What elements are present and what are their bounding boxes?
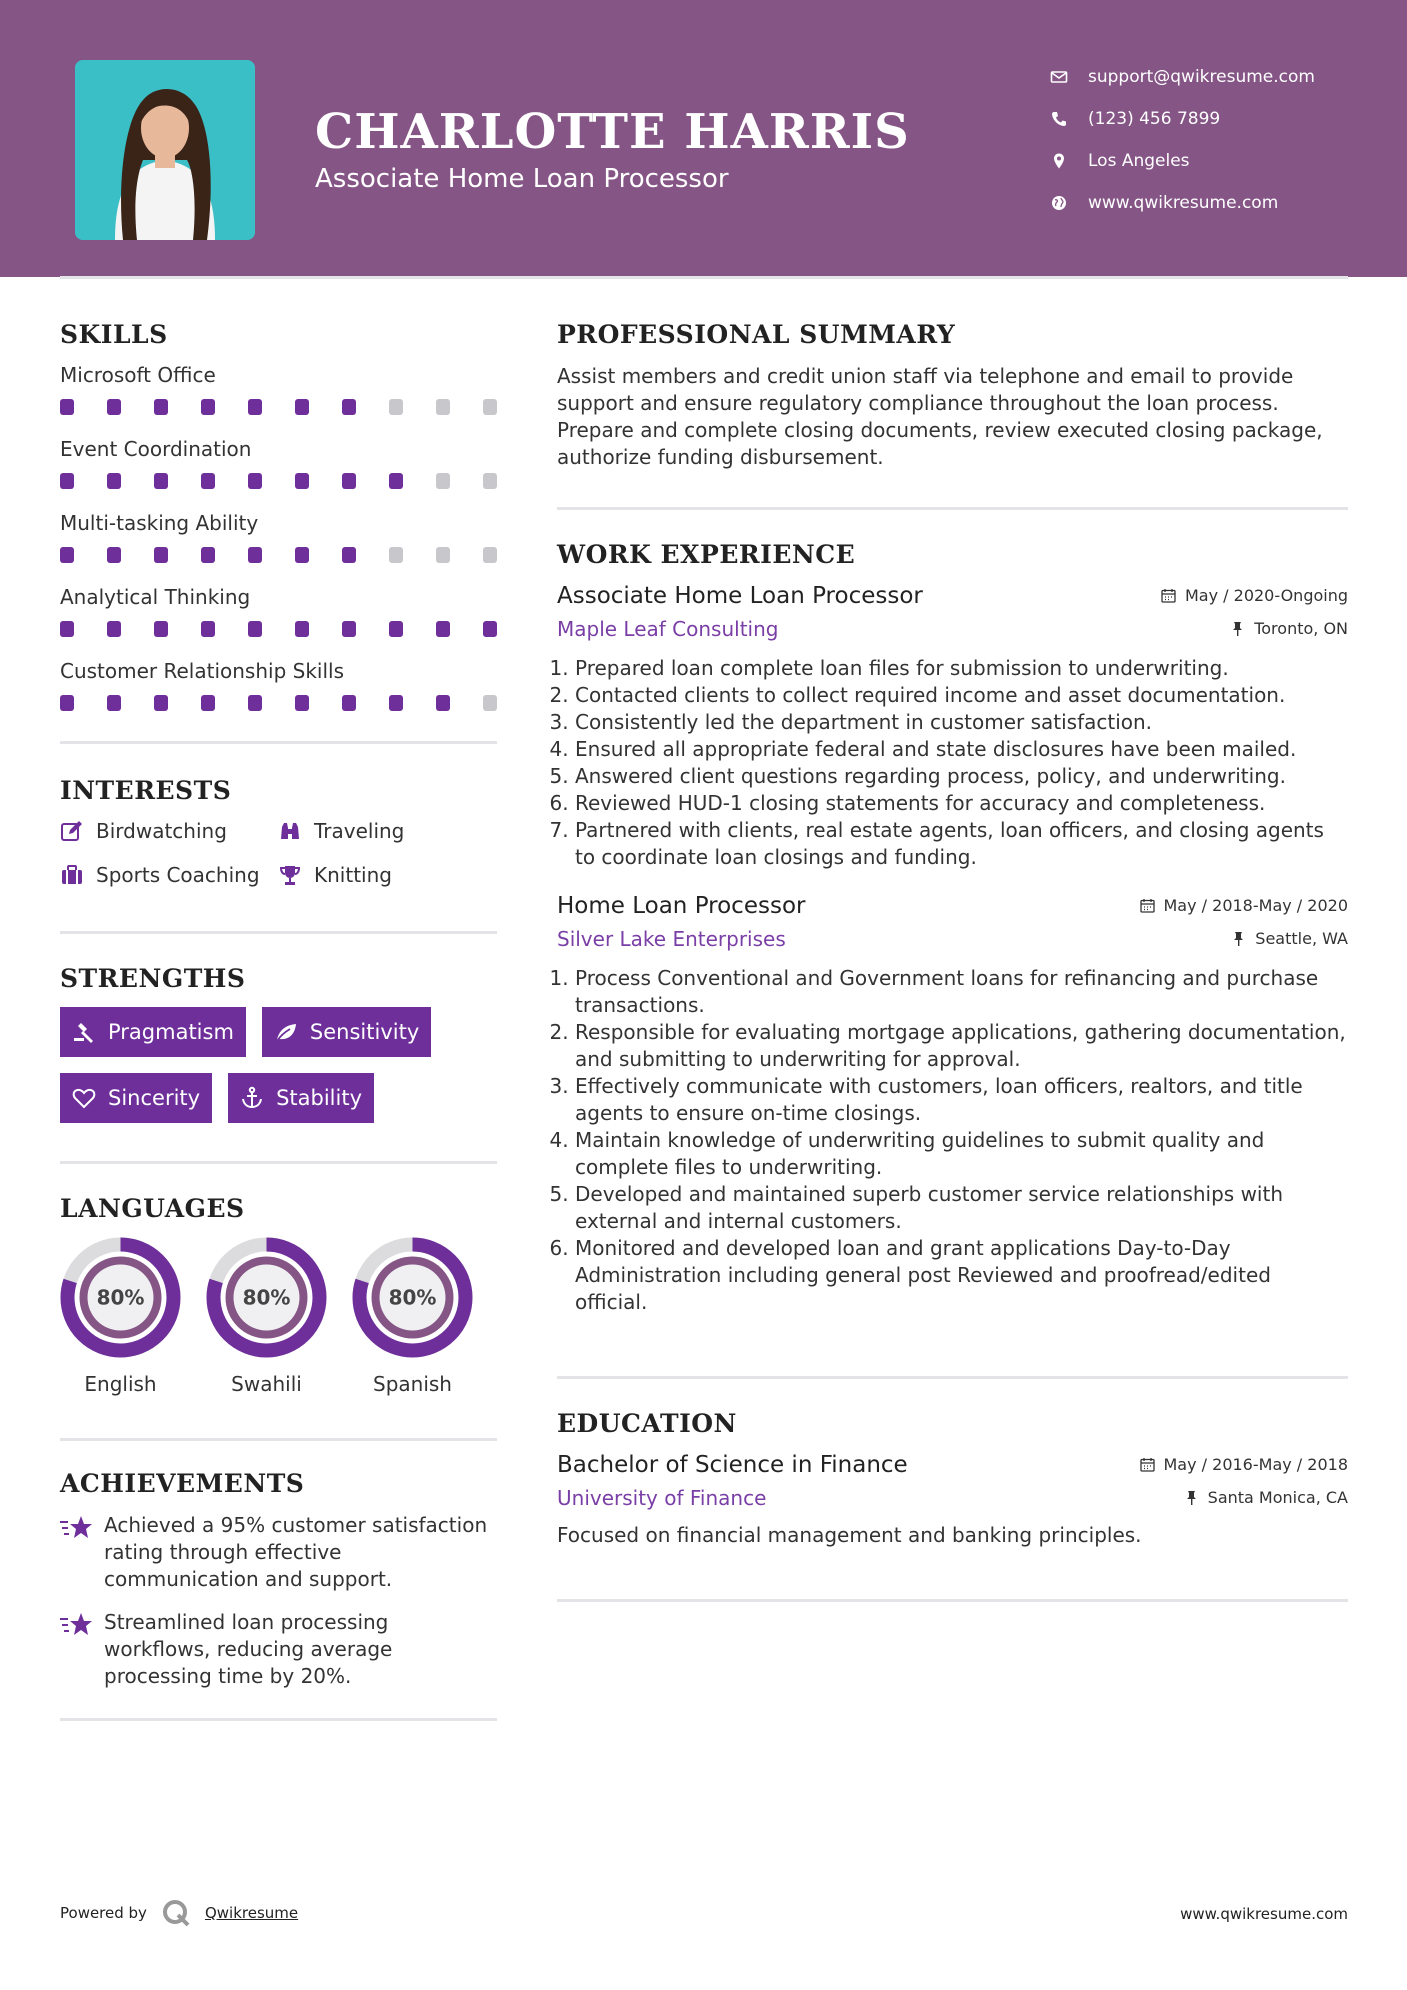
duty-item: 4. Maintain knowledge of underwriting guidelines to submit quality and complete files to underwriting. — [575, 1127, 1348, 1181]
company-name: Silver Lake Enterprises — [557, 927, 786, 951]
experience-title: WORK EXPERIENCE — [557, 540, 856, 569]
skill-item — [60, 437, 497, 489]
rating-dot-filled — [107, 473, 121, 489]
rating-dot-filled — [295, 547, 309, 563]
strengths-list — [60, 1007, 497, 1123]
job-title: Home Loan Processor — [557, 893, 806, 919]
language-progress-ring — [352, 1237, 473, 1358]
language-name: English — [84, 1372, 157, 1396]
strength-label: Sincerity — [108, 1086, 201, 1110]
rating-dot-filled — [60, 695, 74, 711]
section-divider — [557, 507, 1348, 510]
pushpin-icon — [1184, 1490, 1199, 1505]
rating-dot-filled — [248, 399, 262, 415]
job-entry — [557, 893, 1348, 1316]
rating-dot-empty — [436, 547, 450, 563]
interests-section — [60, 776, 497, 887]
job-location-text: Toronto, ON — [1254, 619, 1348, 638]
right-column — [557, 320, 1348, 1602]
rating-dot-filled — [60, 621, 74, 637]
rating-dot-filled — [201, 399, 215, 415]
job-subheader — [557, 617, 1348, 641]
strength-tag — [262, 1007, 431, 1057]
rating-dot-filled — [60, 547, 74, 563]
skill-item — [60, 585, 497, 637]
achievement-item — [60, 1609, 497, 1690]
location-text: Los Angeles — [1088, 151, 1190, 171]
rating-dot-filled — [342, 621, 356, 637]
rating-dot-empty — [389, 399, 403, 415]
strength-tag — [60, 1007, 246, 1057]
edit-icon — [60, 819, 84, 843]
duty-item: 1. Process Conventional and Government loans for refinancing and purchase transactions. — [575, 965, 1348, 1019]
section-divider — [60, 741, 497, 744]
job-date-text: May / 2018-May / 2020 — [1163, 896, 1348, 915]
duty-item: 5. Developed and maintained superb customer service relationships with external and internal customers. — [575, 1181, 1348, 1235]
calendar-icon — [1161, 588, 1176, 603]
rating-dot-filled — [389, 473, 403, 489]
language-percent: 80% — [96, 1285, 145, 1310]
footer-website[interactable]: www.qwikresume.com — [1180, 1905, 1348, 1923]
star-icon — [60, 1514, 94, 1542]
gavel-icon — [72, 1020, 96, 1044]
duty-item: 6. Reviewed HUD-1 closing statements for accuracy and completeness. — [575, 790, 1348, 817]
strengths-title: STRENGTHS — [60, 964, 246, 993]
language-progress-ring — [60, 1237, 181, 1358]
rating-dot-filled — [60, 473, 74, 489]
education-description: Focused on financial management and banking principles. — [557, 1523, 1142, 1547]
section-divider — [60, 931, 497, 934]
company-name: Maple Leaf Consulting — [557, 617, 779, 641]
rating-dot-filled — [201, 473, 215, 489]
rating-dot-empty — [483, 547, 497, 563]
strength-label: Sensitivity — [309, 1020, 420, 1044]
rating-dot-filled — [389, 621, 403, 637]
job-location-text: Seattle, WA — [1255, 929, 1348, 948]
interests-title: INTERESTS — [60, 776, 232, 805]
rating-dot-filled — [154, 473, 168, 489]
rating-dot-filled — [248, 473, 262, 489]
duty-item: 2. Responsible for evaluating mortgage applications, gathering documentation, and submitting to underwriting for approval. — [575, 1019, 1348, 1073]
leaf-icon — [274, 1020, 298, 1044]
suitcase-icon — [60, 863, 84, 887]
trophy-icon — [278, 863, 302, 887]
strength-tag — [60, 1073, 212, 1123]
duty-item: 2. Contacted clients to collect required income and asset documentation. — [575, 682, 1348, 709]
achievement-text: Streamlined loan processing workflows, reducing average processing time by 20%. — [104, 1610, 393, 1688]
email-text: support@qwikresume.com — [1088, 67, 1315, 87]
rating-dot-filled — [107, 399, 121, 415]
achievements-title: ACHIEVEMENTS — [60, 1469, 305, 1498]
skill-name: Microsoft Office — [60, 363, 216, 387]
phone-text: (123) 456 7899 — [1088, 109, 1221, 129]
job-title: Associate Home Loan Processor — [557, 583, 923, 609]
rating-dot-filled — [60, 399, 74, 415]
summary-title: PROFESSIONAL SUMMARY — [557, 320, 956, 349]
achievement-item — [60, 1512, 497, 1593]
rating-dot-empty — [483, 695, 497, 711]
language-name: Spanish — [373, 1372, 452, 1396]
job-duties — [557, 965, 1348, 1316]
contact-phone[interactable] — [1050, 98, 1315, 140]
skills-section — [60, 320, 497, 711]
rating-dot-filled — [248, 547, 262, 563]
calendar-icon — [1140, 1457, 1155, 1472]
duty-item: 7. Partnered with clients, real estate agents, loan officers, and closing agents to coordinate loan closings and funding. — [575, 817, 1348, 871]
duty-item: 3. Effectively communicate with customers, loan officers, realtors, and title agents to ensure on-time closings. — [575, 1073, 1348, 1127]
strengths-section — [60, 964, 497, 1123]
resume-header — [0, 0, 1407, 277]
qwikresume-logo-icon — [161, 1898, 191, 1928]
job-duties — [557, 655, 1348, 871]
rating-dot-filled — [295, 399, 309, 415]
section-divider — [557, 1599, 1348, 1602]
interests-list — [60, 819, 497, 887]
summary-text: Assist members and credit union staff via telephone and email to provide support and ensure regulatory compliance throughout the loan process. Prepare and complete closing documents, review executed closing package, authorize funding disbursement. — [557, 364, 1323, 469]
job-date-text: May / 2020-Ongoing — [1185, 586, 1348, 605]
skill-name: Customer Relationship Skills — [60, 659, 345, 683]
strength-tag — [228, 1073, 374, 1123]
rating-dot-filled — [436, 621, 450, 637]
duty-item: 6. Monitored and developed loan and grant applications Day-to-Day Administration including general post Reviewed and proofread/edited official. — [575, 1235, 1348, 1316]
brand-link[interactable]: Qwikresume — [204, 1904, 299, 1922]
interest-item — [278, 863, 497, 887]
avatar-icon — [75, 60, 255, 240]
candidate-name: CHARLOTTE HARRIS — [315, 104, 910, 160]
skill-item — [60, 511, 497, 563]
rating-dot-filled — [342, 399, 356, 415]
skill-rating — [60, 547, 497, 563]
job-date — [1161, 586, 1348, 605]
rating-dot-filled — [248, 621, 262, 637]
binoculars-icon — [278, 819, 302, 843]
contact-location — [1050, 140, 1315, 182]
skill-rating — [60, 399, 497, 415]
header-divider — [60, 276, 1348, 279]
duty-item: 4. Ensured all appropriate federal and state disclosures have been mailed. — [575, 736, 1348, 763]
globe-icon — [1050, 194, 1068, 212]
rating-dot-filled — [154, 695, 168, 711]
rating-dot-filled — [483, 621, 497, 637]
section-divider — [60, 1161, 497, 1164]
interest-item — [278, 819, 497, 843]
skill-rating — [60, 695, 497, 711]
powered-by-text: Powered by — [60, 1904, 147, 1922]
rating-dot-filled — [107, 695, 121, 711]
job-header — [557, 583, 1348, 609]
duty-item: 5. Answered client questions regarding process, policy, and underwriting. — [575, 763, 1348, 790]
contact-email[interactable] — [1050, 56, 1315, 98]
job-location — [1231, 929, 1348, 948]
phone-icon — [1050, 110, 1068, 128]
education-section — [557, 1409, 1348, 1549]
rating-dot-empty — [483, 399, 497, 415]
language-item — [60, 1237, 181, 1396]
achievement-text: Achieved a 95% customer satisfaction rating through effective communication and support. — [104, 1513, 488, 1591]
skills-list — [60, 363, 497, 711]
education-title: EDUCATION — [557, 1409, 737, 1438]
rating-dot-filled — [201, 695, 215, 711]
anchor-icon — [240, 1086, 264, 1110]
contact-info — [1050, 56, 1315, 224]
rating-dot-filled — [342, 547, 356, 563]
skill-item — [60, 363, 497, 415]
rating-dot-filled — [436, 695, 450, 711]
school-name: University of Finance — [557, 1486, 767, 1510]
interest-label: Sports Coaching — [96, 863, 260, 887]
interest-label: Traveling — [314, 819, 405, 843]
rating-dot-filled — [107, 621, 121, 637]
section-divider — [557, 1376, 1348, 1379]
rating-dot-filled — [248, 695, 262, 711]
rating-dot-filled — [342, 473, 356, 489]
job-subheader — [557, 927, 1348, 951]
rating-dot-filled — [389, 695, 403, 711]
job-location — [1230, 619, 1348, 638]
pushpin-icon — [1230, 621, 1245, 636]
education-subheader — [557, 1486, 1348, 1510]
education-date-text: May / 2016-May / 2018 — [1163, 1455, 1348, 1474]
languages-section — [60, 1194, 497, 1396]
language-name: Swahili — [231, 1372, 302, 1396]
rating-dot-filled — [107, 547, 121, 563]
languages-list — [60, 1237, 497, 1396]
rating-dot-empty — [436, 399, 450, 415]
languages-title: LANGUAGES — [60, 1194, 245, 1223]
job-entry — [557, 583, 1348, 871]
education-location — [1184, 1488, 1348, 1507]
rating-dot-filled — [154, 547, 168, 563]
language-progress-ring — [206, 1237, 327, 1358]
achievements-section — [60, 1469, 497, 1690]
calendar-icon — [1140, 898, 1155, 913]
profile-photo — [75, 60, 255, 240]
rating-dot-filled — [154, 621, 168, 637]
rating-dot-filled — [295, 621, 309, 637]
heart-icon — [72, 1086, 96, 1110]
strength-label: Stability — [276, 1086, 363, 1110]
section-divider — [60, 1438, 497, 1441]
star-icon — [60, 1611, 94, 1639]
rating-dot-filled — [295, 695, 309, 711]
job-date — [1140, 896, 1349, 915]
rating-dot-filled — [295, 473, 309, 489]
education-location-text: Santa Monica, CA — [1207, 1488, 1348, 1507]
degree-title: Bachelor of Science in Finance — [557, 1452, 908, 1478]
rating-dot-empty — [389, 547, 403, 563]
left-column — [60, 320, 497, 1721]
strength-label: Pragmatism — [108, 1020, 234, 1044]
experience-section — [557, 540, 1348, 1316]
summary-section — [557, 320, 1348, 471]
rating-dot-empty — [436, 473, 450, 489]
footer-branding — [60, 1898, 298, 1928]
map-pin-icon — [1050, 152, 1068, 170]
skills-title: SKILLS — [60, 320, 168, 349]
contact-website[interactable] — [1050, 182, 1315, 224]
skill-name: Event Coordination — [60, 437, 252, 461]
skill-rating — [60, 621, 497, 637]
skill-name: Multi-tasking Ability — [60, 511, 259, 535]
interest-label: Knitting — [314, 863, 392, 887]
envelope-icon — [1050, 68, 1068, 86]
interest-label: Birdwatching — [96, 819, 227, 843]
section-divider — [60, 1718, 497, 1721]
interest-item — [60, 819, 278, 843]
skill-item — [60, 659, 497, 711]
rating-dot-empty — [483, 473, 497, 489]
pushpin-icon — [1231, 931, 1246, 946]
education-date — [1140, 1455, 1349, 1474]
rating-dot-filled — [154, 399, 168, 415]
interest-item — [60, 863, 278, 887]
website-text: www.qwikresume.com — [1088, 193, 1279, 213]
duty-item: 3. Consistently led the department in customer satisfaction. — [575, 709, 1348, 736]
duty-item: 1. Prepared loan complete loan files for submission to underwriting. — [575, 655, 1348, 682]
job-header — [557, 893, 1348, 919]
education-header — [557, 1452, 1348, 1478]
rating-dot-filled — [201, 547, 215, 563]
rating-dot-filled — [201, 621, 215, 637]
skill-rating — [60, 473, 497, 489]
language-item — [352, 1237, 473, 1396]
language-item — [206, 1237, 327, 1396]
rating-dot-filled — [342, 695, 356, 711]
language-percent: 80% — [388, 1285, 437, 1310]
language-percent: 80% — [242, 1285, 291, 1310]
skill-name: Analytical Thinking — [60, 585, 251, 609]
candidate-title: Associate Home Loan Processor — [315, 164, 729, 194]
